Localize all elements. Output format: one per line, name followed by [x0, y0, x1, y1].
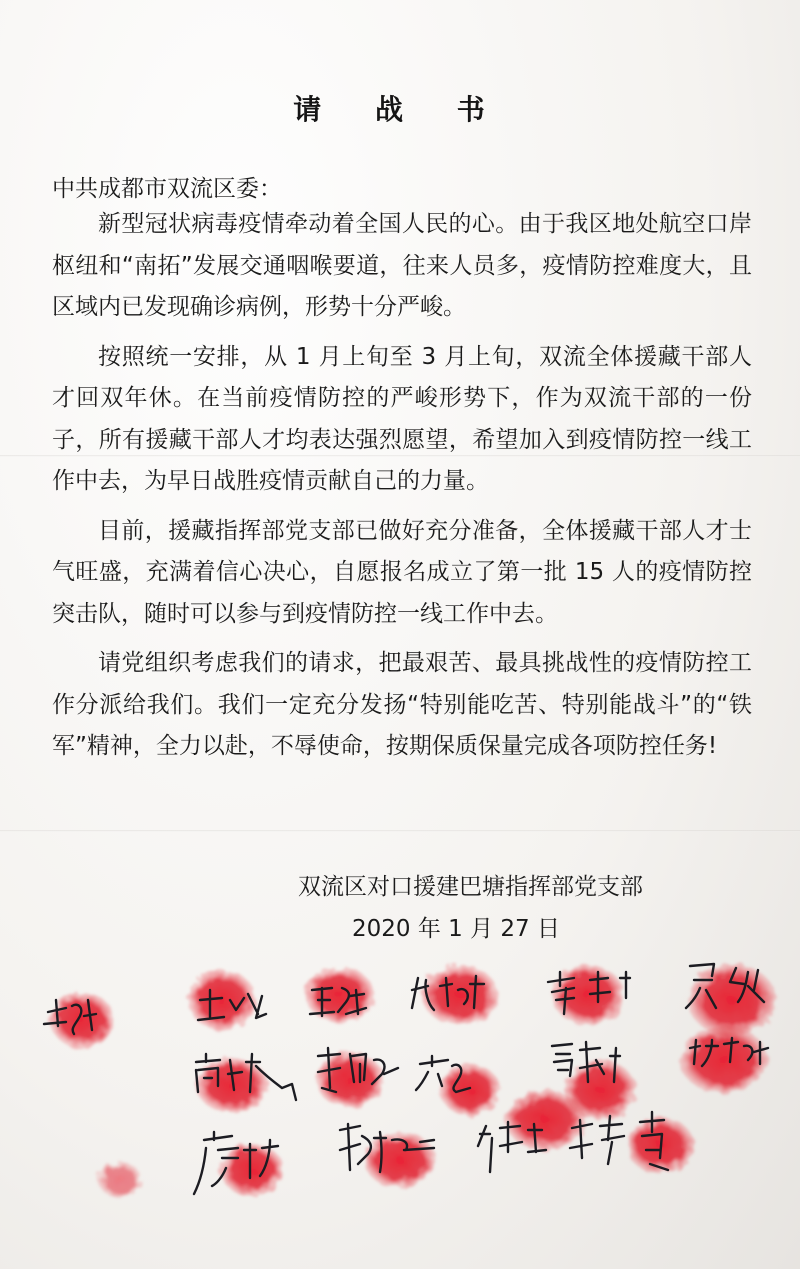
letter-date: 2020 年 1 月 27 日	[352, 916, 560, 942]
fingerprint	[196, 1057, 268, 1113]
fingerprint	[220, 1144, 284, 1196]
paragraph-2: 按照统一安排，从 1 月上旬至 3 月上旬，双流全体援藏干部人才回双年休。在当前疫情防控的严峻形势下，作为双流干部的一份子，所有援藏干部人才均表达强烈愿望，希望加入到疫情防控一线工作中去，为早日战胜疫情贡献自己的力量。	[52, 343, 752, 494]
fingerprint	[98, 1162, 142, 1198]
fingerprint	[505, 1090, 585, 1150]
paragraph-3: 目前，援藏指挥部党支部已做好充分准备，全体援藏干部人才士气旺盛，充满着信心决心，自愿报名成立了第一批 15 人的疫情防控突击队，随时可以参与到疫情防控一线工作中去。	[52, 517, 752, 627]
organization-name: 双流区对口援建巴塘指挥部党支部	[298, 874, 643, 900]
fingerprint	[552, 965, 624, 1025]
fingerprint	[422, 965, 498, 1025]
fingerprint	[50, 992, 114, 1048]
document-title: 请 战 书	[293, 93, 507, 126]
salutation: 中共成都市双流区委：	[52, 176, 282, 202]
paragraph-4: 请党组织考虑我们的请求，把最艰苦、最具挑战性的疫情防控工作分派给我们。我们一定充分发扬“特别能吃苦、特别能战斗”的“铁军”精神，全力以赴，不辱使命，按期保质保量完成各项防控任务!	[52, 650, 752, 759]
fingerprint	[440, 1064, 500, 1116]
paragraph-1: 新型冠状病毒疫情牵动着全国人民的心。由于我区地处航空口岸枢纽和“南拓”发展交通咽喉要道，往来人员多，疫情防控难度大，且区域内已发现确诊病例，形势十分严峻。	[52, 211, 752, 320]
